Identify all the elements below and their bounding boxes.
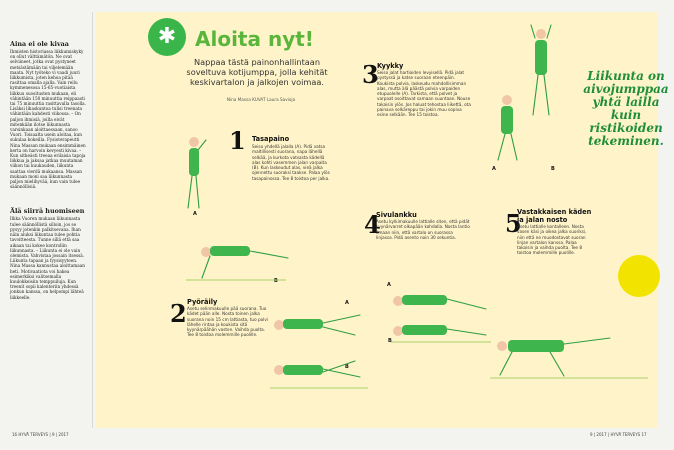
section-2-text: Asetu selinmakuulle pää suorana. Tuo kädet pään alle. Nosta toinen jalka suorana noin 15 cm lattiasta, tuo polvi lähelle rintaa ja koukista sitä kyynärpäähän vasten. Vaihda puolta. Tee 8 toistoa molemmille puolille. (187, 306, 268, 338)
section-5-number: 5 (505, 209, 522, 238)
footer-right: 9 | 2017 | HYVÄ TERVEYS 17 (590, 432, 647, 437)
section-3-number: 3 (362, 60, 379, 89)
section-4-text: Asetu kylkimakuulle lattialle siten, että pidät kyynärvarret olkapään kohdalla. Nosta lantio ilmaan niin, että vartalo on suorassa linjassa. Pidä asento noin 30 sekuntia. (376, 219, 470, 240)
left-section-2-text: Ilkka Vuoren mukaan liikunnasta tulee säännöllistä silloin, jos se pysyy jotenkin palkitsevana. Ihan näin aluksi liikuntaa tulee pohtia tavoitteesta. Tunne sillä että saa aikaan tai kokee kontrollin liikunnasta. – Liikunta ei ole vain olemista. Vahvistaa jossain itsessä. Liikunta tapaan ja fyysisyyteen. Nina Massa kannustaa aloittamaan heti. Motivaatiota voi hakea esimerkiksi valitsemalla kuulokkeisiin temppuiluja. Kun treenit sopii kalenteriin yhdessä jonkun kanssa, on helpompi lähteä liikkeelle. (10, 216, 85, 300)
left-column (10, 22, 86, 300)
section-4-number: 4 (364, 210, 381, 239)
section-2-label-a: A (345, 300, 349, 306)
section-5-title: Vastakkaisen käden ja jalan nosto (517, 208, 592, 224)
section-4-figure (386, 287, 496, 347)
section-1-number: 1 (229, 126, 246, 155)
section-1-label-a: A (193, 211, 197, 217)
logo-icon: ✱ (148, 18, 186, 56)
section-3-label-a: A (492, 166, 496, 172)
section-2-title: Pyöräily (187, 298, 218, 306)
intro-text: Nappaa tästä painonhallintaan soveltuva kotijumppa, jolla kehität keskivartalon ja jalkojen voimaa. (186, 57, 328, 87)
left-section-2-title: Älä siirrä huomiseen (10, 207, 85, 216)
section-3-label-b: B (551, 166, 555, 172)
section-3-figure (493, 20, 563, 175)
section-2-number: 2 (170, 299, 187, 328)
section-5-text: Asetu lattialle kontalleen. Nosta vasen käsi ja oikea jalka suoriksi, niin että ne muodostavat suoran linjan vartalon kanssa. Palaa takaisin ja vaihda puolta. Tee 8 toistoa molemmille puolille. (517, 224, 587, 256)
section-1-text: Seiso yhdellä jalalla (A). Pidä vatsa maltillisesti suorana, napa lähellä selkää, ja kurkota vatsasta kädellä alas kohti vasemmen jalan varpaita (B). Kun laskeudut alas, vieä jalka ojennettu suoraksi taakse. Palaa ylös tasapainossa. Tee 8 toistoa per jalka. (252, 144, 330, 181)
section-1-label-b: B (274, 278, 278, 284)
quote-text: Liikunta on aivojumppaa yhtä lailla kuin ristikoiden tekeminen. (583, 69, 669, 148)
section-3-text: Seiso jalat hartioiden levyisellä. Pidä jalat pystyssä ja katse suoraan eteenpäin. Koukista polvia, laskeudu mahdollisimman alas, mutta älä päästä polvia varpaiden etupuolelle (A). Tarkista, että polvet ja varpaat osoittavat samaan suuntaan. Nouse takaisin ylös. Jos haluat tehostaa liikettä, ota painava selkäreppu tai jokin muu sopiva esine selkään. Tee 15 toistoa. (377, 70, 471, 118)
footer-left: 16 HYVÄ TERVEYS | 9 | 2017 (12, 432, 69, 437)
section-3-title: Kyykky (377, 62, 404, 70)
section-4-title: Sivulankku (376, 211, 417, 219)
section-5-figure (490, 320, 650, 390)
section-2-figure (265, 305, 375, 400)
page-divider (92, 12, 93, 428)
decorative-yellow-circle (618, 255, 660, 297)
left-section-1-text: Ihmisten historiassa liikkumiskyky on ollut välttämätön. Ne ovat selviineet, jotka ovat pystyneet metsästämään tai viljelemään maata. Nyt työteko vi vaadi juuri liikkumista, joten kehoa pitää rasittaa omalla ajalla. Vain reilu kymmenesosa 15-65-vuotiaista liikkuu suositusten mukaan, eli vähintään 150 minuuttia reippaasti tai 75 minuuttia rasittavalla tasolla. Lisäksi lihaskuntoa tulisi treenata vähintään kahdesti viikossa. – On paljon ihmisiä, joilla eivät mitenkään ilotse liikunnasta varsinkaan aloittaessaan, sanoo Vuori. Toisaalta usein aloitaa, kun sukulaa kokeilla. Fysioterapeutti Nina Massan mukaan ensimmäinen kerta on harvoin kevyesti kivaa. – Kun sitkeästi treeaa erilaisia tapoja liikkua ja jaksaa jatkaa muutaman viikon tai kuukauden, liikunta saattaa vierdä mukaansa. Massan mukaan moni saa liikunnasta paljon mielihyvää, kun vain tulee säännöllisiä. (10, 49, 87, 190)
section-1-figure (178, 130, 298, 290)
section-4-label-b: B (388, 338, 392, 344)
section-2-label-b: B (345, 364, 349, 370)
credit-text: Nina Massa KUVAT Laura Savioja (226, 97, 296, 102)
section-1-title: Tasapaino (252, 135, 290, 143)
section-4-label-a: A (387, 282, 391, 288)
page-title: Aloita nyt! (195, 27, 314, 51)
left-section-1-title: Aina ei ole kivaa (10, 40, 69, 48)
